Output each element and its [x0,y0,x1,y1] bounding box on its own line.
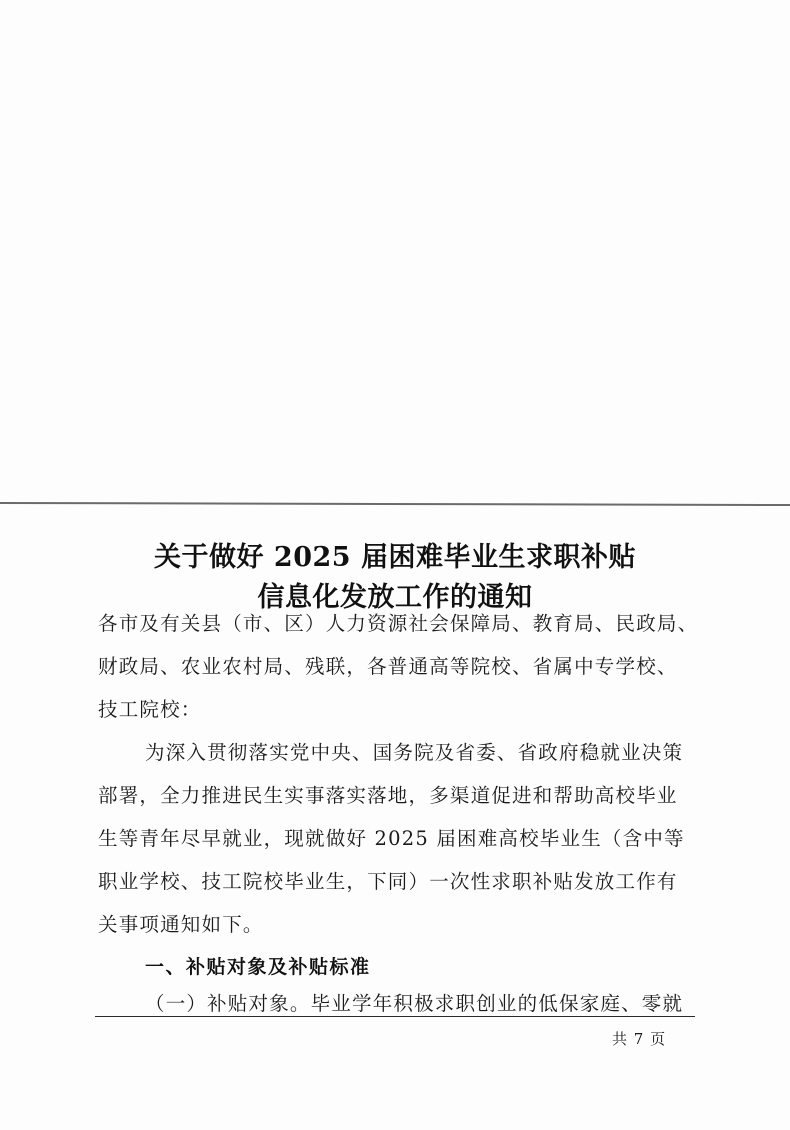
recipients-line-3: 技工院校： [98,698,202,721]
document-title-line-2: 信息化发放工作的通知 [257,582,533,613]
intro-paragraph-line-3: 生等青年尽早就业，现就做好 2025 届困难高校毕业生（含中等 [98,827,685,850]
section-heading-1: 一、补贴对象及补贴标准 [145,956,371,978]
document-title-line-1: 关于做好 2025 届困难毕业生求职补贴 [154,542,636,573]
section-1-item-1-line: （一）补贴对象。毕业学年积极求职创业的低保家庭、零就 [145,992,684,1015]
footer-divider [95,1016,695,1017]
intro-paragraph-line-2: 部署，全力推进民生实事落实落地，多渠道促进和帮助高校毕业 [98,784,678,807]
intro-paragraph-line-4: 职业学校、技工院校毕业生，下同）一次性求职补贴发放工作有 [98,870,678,893]
intro-paragraph-line-5: 关事项通知如下。 [98,913,264,936]
header-divider [0,502,790,506]
intro-paragraph-line-1: 为深入贯彻落实党中央、国务院及省委、省政府稳就业决策 [145,741,684,764]
page-count: 共 7 页 [612,1030,667,1048]
recipients-line-1: 各市及有关县（市、区）人力资源社会保障局、教育局、民政局、 [98,612,699,635]
recipients-line-2: 财政局、农业农村局、残联，各普通高等院校、省属中专学校、 [98,655,678,678]
